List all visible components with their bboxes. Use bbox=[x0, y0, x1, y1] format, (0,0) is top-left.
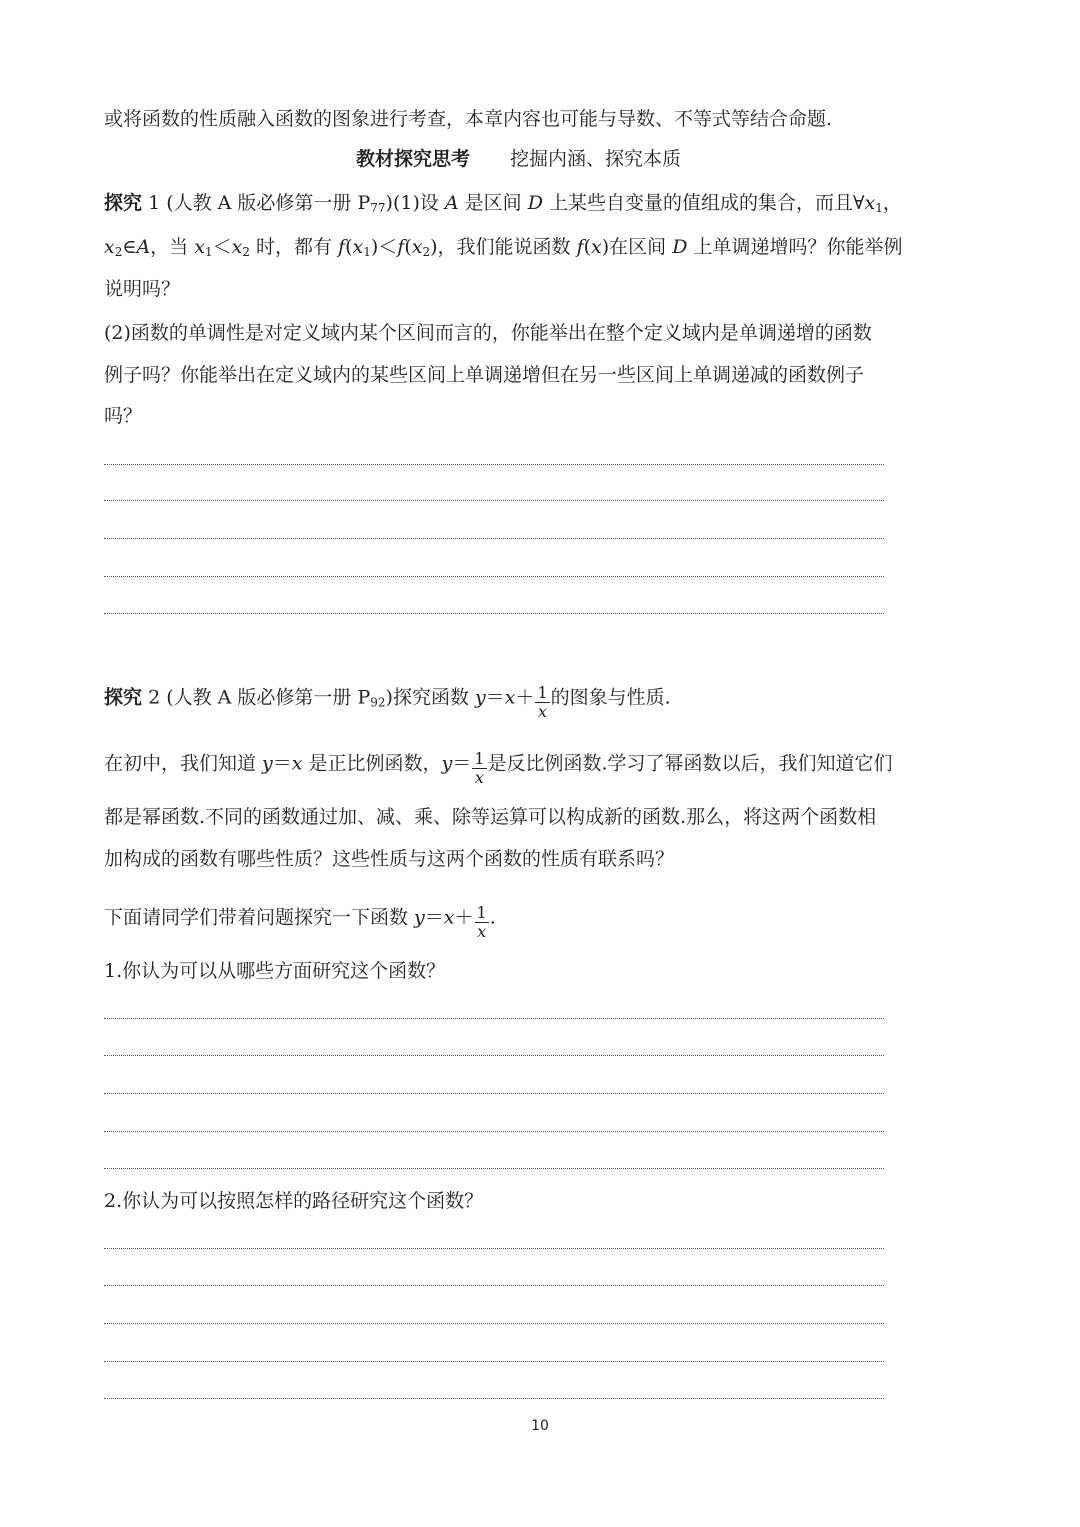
title-end: 的图象与性质. bbox=[550, 686, 671, 709]
answer-line[interactable] bbox=[104, 500, 884, 501]
answer-line[interactable] bbox=[104, 1248, 884, 1249]
p4-a: 下面请同学们带着问题探究一下函数 bbox=[104, 906, 415, 929]
p1-a: 在初中，我们知道 bbox=[104, 752, 263, 775]
fraction-one-over-x bbox=[472, 750, 486, 787]
var-x: x bbox=[104, 236, 115, 258]
var-x2b: x bbox=[231, 236, 243, 258]
paren1: ( bbox=[345, 236, 353, 258]
probe1-source-end: )(1)设 bbox=[385, 192, 445, 214]
eq-y: y bbox=[414, 906, 425, 929]
sub-1: 1 bbox=[875, 201, 883, 215]
var-f3: f bbox=[576, 236, 584, 258]
eq-x: x bbox=[443, 906, 455, 929]
lt-symbol: ＜ bbox=[212, 236, 232, 258]
frac-den: x bbox=[538, 702, 548, 721]
probe1-line3: 说明吗？ bbox=[104, 278, 181, 300]
var-f: f bbox=[338, 236, 346, 258]
answer-line[interactable] bbox=[104, 538, 884, 539]
var-fx1: x bbox=[352, 236, 364, 258]
probe1-label: 探究 bbox=[104, 192, 143, 214]
p1-c: 是反比例函数.学习了幂函数以后，我们知道它们 bbox=[487, 752, 893, 775]
fraction-one-over-x bbox=[475, 904, 489, 941]
probe1-q2-line1: (2)函数的单调性是对定义域内某个区间而言的，你能举出在整个定义域内是单调递增的函数 bbox=[104, 322, 872, 344]
answer-line[interactable] bbox=[104, 1361, 884, 1362]
p1-eq2: ＝ bbox=[452, 752, 472, 775]
var-a2: A bbox=[136, 236, 151, 258]
answer-line[interactable] bbox=[104, 464, 884, 465]
eq-plus: ＋ bbox=[515, 686, 535, 709]
answer-line[interactable] bbox=[104, 1323, 884, 1324]
sub-2b: 2 bbox=[242, 245, 250, 259]
probe2-para1-line3: 加构成的函数有哪些性质？这些性质与这两个函数的性质有联系吗？ bbox=[104, 848, 675, 870]
probe2-question2: 2.你认为可以按照怎样的路径研究这个函数？ bbox=[104, 1190, 484, 1212]
probe2-source: (人教 A 版必修第一册 P bbox=[166, 686, 371, 709]
frac-den: x bbox=[477, 922, 487, 941]
probe1-line1 bbox=[104, 190, 902, 216]
probe2-title bbox=[104, 680, 671, 721]
var-fx2: x bbox=[411, 236, 423, 258]
frac-num: 1 bbox=[476, 903, 487, 922]
var-f2: f bbox=[397, 236, 405, 258]
frac-den: x bbox=[474, 768, 484, 787]
var-x3: x bbox=[591, 236, 602, 258]
answer-line[interactable] bbox=[104, 1093, 884, 1094]
eq-plus: ＋ bbox=[454, 906, 474, 929]
probe1-number: 1 bbox=[148, 192, 161, 214]
probe1-line2 bbox=[104, 234, 903, 260]
p1-eq: ＝ bbox=[272, 752, 292, 775]
paren4: )，我们能说函数 bbox=[430, 236, 577, 258]
var-a: A bbox=[444, 192, 459, 214]
probe2-para2 bbox=[104, 900, 496, 941]
var-d2: D bbox=[672, 236, 688, 258]
frac-num: 1 bbox=[537, 683, 548, 702]
probe2-number: 2 bbox=[148, 686, 161, 709]
paren2: )＜ bbox=[370, 236, 398, 258]
section-heading bbox=[356, 146, 681, 172]
sub-2: 2 bbox=[114, 245, 123, 259]
probe2-question1: 1.你认为可以从哪些方面研究这个函数？ bbox=[104, 960, 446, 982]
line2-end: 上单调递增吗？你能举例 bbox=[687, 236, 903, 258]
eq-eq: ＝ bbox=[485, 686, 505, 709]
answer-line[interactable] bbox=[104, 576, 884, 577]
answer-line[interactable] bbox=[104, 1018, 884, 1019]
answer-line[interactable] bbox=[104, 1168, 884, 1169]
sub-f2: 2 bbox=[422, 245, 431, 259]
var-d: D bbox=[527, 192, 543, 214]
in-symbol: ∈ bbox=[122, 236, 137, 258]
eq-x: x bbox=[504, 686, 516, 709]
p4-end: . bbox=[489, 906, 496, 929]
text-when: ，当 bbox=[150, 236, 195, 258]
p1-y2: y bbox=[441, 752, 453, 775]
eq-eq: ＝ bbox=[424, 906, 444, 929]
intro-line bbox=[104, 106, 832, 132]
probe2-label: 探究 bbox=[104, 686, 143, 709]
p1-x: x bbox=[291, 752, 303, 775]
probe1-q2-line3: 吗？ bbox=[104, 405, 143, 427]
text-time: 时，都有 bbox=[249, 236, 339, 258]
answer-line[interactable] bbox=[104, 613, 884, 614]
var-x1: x bbox=[864, 192, 876, 214]
answer-line[interactable] bbox=[104, 1398, 884, 1399]
probe1-source: (人教 A 版必修第一册 P bbox=[166, 192, 371, 214]
section-subtitle: 挖掘内涵、探究本质 bbox=[510, 148, 682, 170]
probe1-text-b: 上某些自变量的值组成的集合，而且∀ bbox=[542, 192, 865, 214]
probe2-para1-line1 bbox=[104, 746, 893, 787]
sub-1b: 1 bbox=[204, 245, 213, 259]
p1-y: y bbox=[262, 752, 273, 775]
intro-text: 或将函数的性质融入函数的图象进行考查，本章内容也可能与导数、不等式等结合命题. bbox=[104, 108, 833, 130]
page-number: 10 bbox=[531, 1418, 549, 1434]
frac-num: 1 bbox=[474, 749, 485, 768]
probe2-para1-line2: 都是幂函数.不同的函数通过加、减、乘、除等运算可以构成新的函数.那么，将这两个函数相 bbox=[104, 806, 877, 828]
probe1-q2-line2: 例子吗？你能举出在定义域内的某些区间上单调递增但在另一些区间上单调递减的函数例子 bbox=[104, 364, 865, 386]
answer-line[interactable] bbox=[104, 1055, 884, 1056]
fraction-one-over-x bbox=[535, 684, 549, 721]
answer-line[interactable] bbox=[104, 1131, 884, 1132]
answer-line[interactable] bbox=[104, 1285, 884, 1286]
section-title: 教材探究思考 bbox=[356, 148, 471, 170]
probe1-source-sub: 77 bbox=[370, 201, 386, 215]
sub-f1: 1 bbox=[363, 245, 371, 259]
paren6: )在区间 bbox=[601, 236, 673, 258]
eq-y: y bbox=[474, 686, 486, 709]
probe1-comma: ， bbox=[882, 192, 902, 214]
probe1-text-a: 是区间 bbox=[458, 192, 528, 214]
var-x1b: x bbox=[194, 236, 205, 258]
probe2-source-sub: 92 bbox=[370, 695, 386, 710]
paren3: ( bbox=[404, 236, 412, 258]
p1-b: 是正比例函数， bbox=[302, 752, 442, 775]
probe2-source-end: )探究函数 bbox=[385, 686, 475, 709]
paren5: ( bbox=[583, 236, 592, 258]
